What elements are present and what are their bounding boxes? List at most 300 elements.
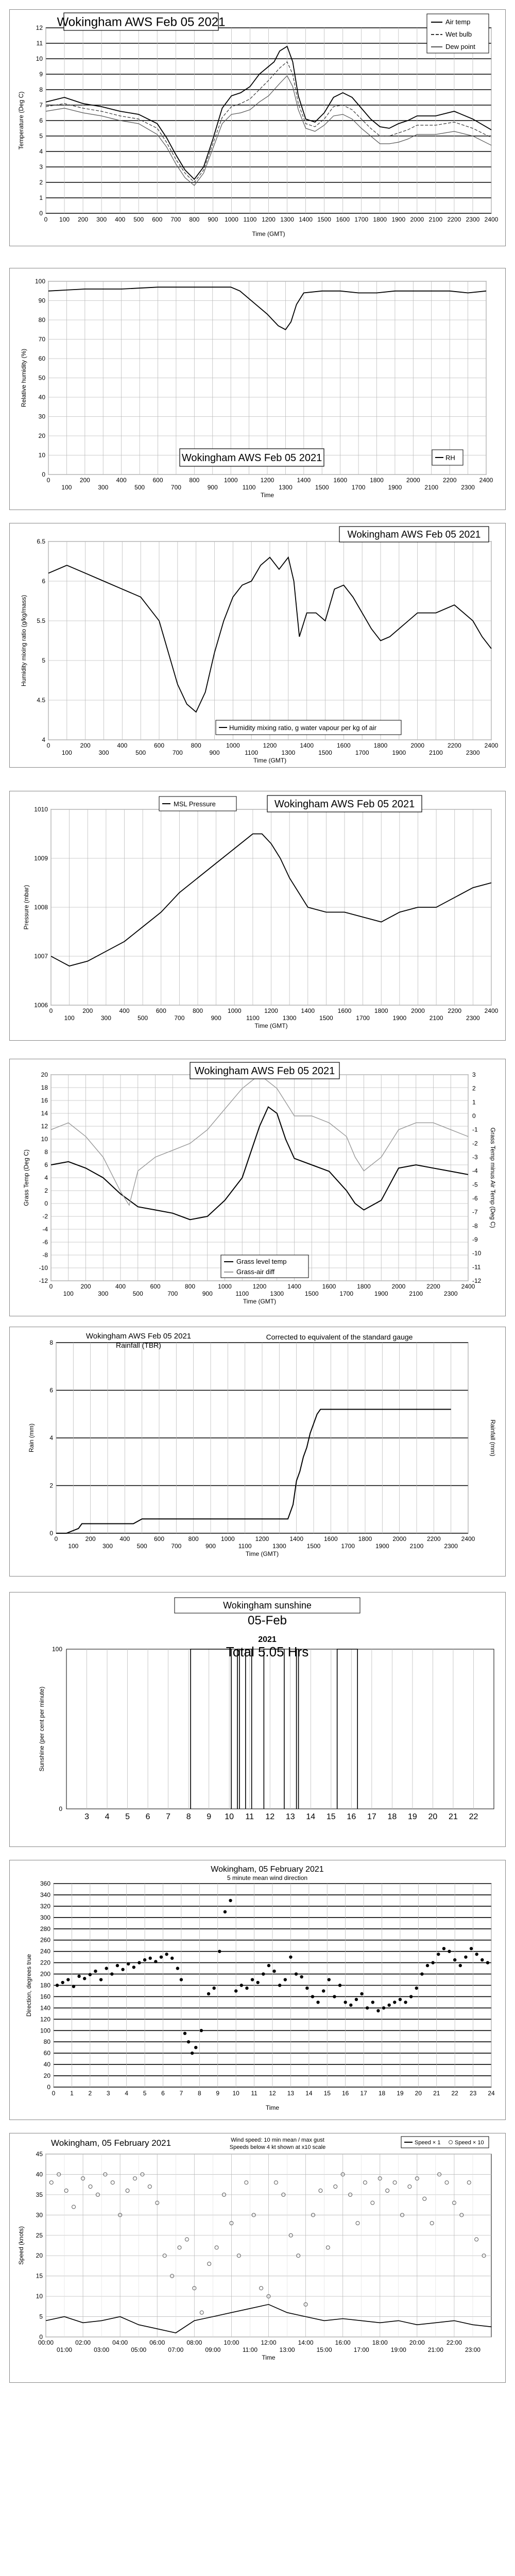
x-tick-label: 400 xyxy=(116,477,127,484)
x-tick-label: 10 xyxy=(232,2090,239,2097)
y-tick-label: -2 xyxy=(42,1213,48,1220)
y-tick-label: 40 xyxy=(36,2171,43,2178)
x-tick-label: 1400 xyxy=(300,742,314,749)
y-tick-label: 100 xyxy=(40,2027,50,2035)
x-tick-label: 05:00 xyxy=(131,2346,147,2353)
y-tick-label: 12 xyxy=(36,24,43,31)
grass-panel xyxy=(9,1059,506,1316)
wind-dir-point xyxy=(333,1995,336,1998)
wind-dir-point xyxy=(366,2006,369,2009)
y-axis-label-right: Grass Temp minus Air Temp (Deg C) xyxy=(489,1127,496,1228)
y-axis-label: Pressure (mbar) xyxy=(23,885,30,930)
wind-dir-point xyxy=(224,1910,227,1913)
wind-dir-point xyxy=(61,1981,64,1984)
y-tick-label: 180 xyxy=(40,1981,50,1989)
x-tick-label: 08:00 xyxy=(186,2339,202,2346)
x-tick-label: 1100 xyxy=(245,749,259,756)
x-tick-label: 0 xyxy=(49,1007,53,1014)
chart-title: Wokingham AWS Feb 05 2021 xyxy=(85,1332,192,1341)
wind-dir-point xyxy=(426,1964,429,1967)
y-tick-label: 5 xyxy=(39,2313,43,2320)
y-tick-label: 6 xyxy=(49,1386,53,1394)
temperature-panel xyxy=(9,9,506,246)
wind-dir-point xyxy=(256,1981,259,1984)
x-tick-label: 500 xyxy=(138,1014,148,1022)
y-tick-label: 8 xyxy=(44,1148,48,1156)
y-tick-label: 0 xyxy=(49,1530,53,1537)
x-tick-label: 12 xyxy=(269,2090,276,2097)
y-right-tick-label: -2 xyxy=(472,1140,478,1147)
x-tick-label: 22:00 xyxy=(446,2339,462,2346)
pressure-panel xyxy=(9,791,506,1041)
x-tick-label: 2000 xyxy=(410,742,425,749)
wind-dir-point xyxy=(355,1998,358,2001)
y-axis-label: Grass Temp (Deg C) xyxy=(23,1149,30,1206)
x-tick-label: 2200 xyxy=(447,216,461,223)
y-right-tick-label: -4 xyxy=(472,1167,478,1175)
x-tick-label: 16:00 xyxy=(335,2339,351,2346)
wind-dir-point xyxy=(56,1984,59,1987)
y-tick-label: 300 xyxy=(40,1913,50,1921)
x-tick-label: 15 xyxy=(326,1812,336,1821)
x-tick-label: 300 xyxy=(98,484,109,491)
y-tick-label: 20 xyxy=(38,432,45,439)
y-axis-label: Direction, degrees true xyxy=(25,1954,32,2017)
y-right-tick-label: 3 xyxy=(472,1071,476,1078)
x-tick-label: 12:00 xyxy=(261,2339,277,2346)
chart-title: Wokingham, 05 February 2021 xyxy=(51,2138,171,2148)
x-tick-label: 400 xyxy=(117,742,128,749)
x-tick-label: 1700 xyxy=(356,1014,370,1022)
x-tick-label: 17 xyxy=(360,2090,367,2097)
x-tick-label: 04:00 xyxy=(112,2339,128,2346)
x-tick-label: 4 xyxy=(125,2090,129,2097)
y-tick-label: 15 xyxy=(36,2272,43,2280)
y-axis-label: Temperature (Deg C) xyxy=(18,91,25,150)
y-tick-label: 70 xyxy=(38,335,45,343)
wind-dir-point xyxy=(251,1978,254,1981)
wind-dir-point xyxy=(415,1987,418,1990)
y-tick-label: 10 xyxy=(36,55,43,62)
chart-title: Wokingham AWS Feb 05 2021 xyxy=(181,452,322,464)
x-tick-label: 2400 xyxy=(484,216,499,223)
y-tick-label: 160 xyxy=(40,1993,50,2001)
wind-dir-point xyxy=(218,1950,221,1953)
y-axis-label: Rain (mm) xyxy=(28,1423,35,1452)
x-tick-label: 6 xyxy=(145,1812,150,1821)
x-tick-label: 800 xyxy=(188,1535,199,1543)
y-tick-label: 240 xyxy=(40,1947,50,1955)
y-tick-label: 12 xyxy=(41,1123,48,1130)
x-tick-label: 1700 xyxy=(351,484,366,491)
x-tick-label: 500 xyxy=(135,749,146,756)
temperature-chart xyxy=(10,10,505,246)
y-tick-label: 1009 xyxy=(34,855,48,862)
x-tick-label: 1200 xyxy=(260,477,274,484)
x-axis-label: Time (GMT) xyxy=(252,230,285,238)
x-tick-label: 1900 xyxy=(374,1290,388,1297)
x-tick-label: 1000 xyxy=(226,742,240,749)
y-tick-label: 20 xyxy=(41,1071,48,1078)
y-tick-label: 4 xyxy=(49,1434,53,1442)
x-tick-label: 2100 xyxy=(429,1014,443,1022)
x-tick-label: 00:00 xyxy=(38,2339,54,2346)
x-tick-label: 9 xyxy=(216,2090,220,2097)
wind-dir-point xyxy=(480,1958,484,1961)
y-right-tick-label: 2 xyxy=(472,1084,476,1092)
wind-dir-point xyxy=(442,1947,445,1950)
x-tick-label: 1900 xyxy=(391,216,406,223)
chart-subtitle: 05-Feb xyxy=(247,1614,287,1628)
wind-direction-panel xyxy=(9,1860,506,2120)
x-tick-label: 800 xyxy=(189,477,200,484)
x-tick-label: 19:00 xyxy=(390,2346,406,2353)
y-right-tick-label: 1 xyxy=(472,1098,476,1106)
wind-dir-point xyxy=(448,1950,451,1953)
legend-label: Grass level temp xyxy=(236,1258,287,1265)
x-tick-label: 10 xyxy=(225,1812,234,1821)
y-tick-label: 140 xyxy=(40,2004,50,2012)
x-axis-label: Time (GMT) xyxy=(245,1550,279,1557)
wind-dir-point xyxy=(110,1972,113,1975)
y-tick-label: 11 xyxy=(36,40,43,47)
x-tick-label: 2400 xyxy=(484,1007,499,1014)
x-tick-label: 1500 xyxy=(317,216,331,223)
x-tick-label: 8 xyxy=(197,2090,201,2097)
wind-dir-point xyxy=(229,1899,232,1902)
wind-dir-point xyxy=(371,2001,374,2004)
x-tick-label: 0 xyxy=(49,1283,53,1290)
x-tick-label: 1700 xyxy=(339,1290,354,1297)
y-tick-label: 280 xyxy=(40,1925,50,1933)
y-right-tick-label: -1 xyxy=(472,1126,478,1133)
x-tick-label: 600 xyxy=(152,477,163,484)
x-tick-label: 1400 xyxy=(297,477,311,484)
x-tick-label: 300 xyxy=(102,1543,113,1550)
wind-dir-point xyxy=(420,1972,423,1975)
x-tick-label: 14 xyxy=(306,1812,316,1821)
x-tick-label: 2200 xyxy=(447,742,461,749)
x-tick-label: 2400 xyxy=(461,1535,475,1543)
y-tick-label: 4.5 xyxy=(37,697,45,704)
x-tick-label: 07:00 xyxy=(168,2346,184,2353)
y-tick-label: 320 xyxy=(40,1902,50,1910)
x-tick-label: 20 xyxy=(428,1812,438,1821)
y-tick-label: 9 xyxy=(39,71,43,78)
x-tick-label: 2000 xyxy=(410,216,424,223)
y-right-tick-label: -8 xyxy=(472,1222,478,1230)
wind-dir-point xyxy=(105,1967,108,1970)
wind-dir-point xyxy=(66,1978,70,1981)
x-tick-label: 200 xyxy=(80,1283,91,1290)
x-tick-label: 3 xyxy=(84,1812,89,1821)
wind-dir-point xyxy=(349,2004,352,2007)
wind-dir-point xyxy=(83,1977,86,1980)
wind-dir-point xyxy=(207,1992,210,1995)
x-tick-label: 1900 xyxy=(392,1014,407,1022)
x-tick-label: 900 xyxy=(209,749,220,756)
wind-speed-chart xyxy=(10,2133,505,2382)
plot-area xyxy=(66,1649,494,1809)
x-tick-label: 200 xyxy=(85,1535,96,1543)
x-tick-label: 3 xyxy=(106,2090,110,2097)
wind-dir-point xyxy=(180,1978,183,1981)
x-tick-label: 1100 xyxy=(235,1290,249,1297)
x-tick-label: 0 xyxy=(52,2090,56,2097)
x-tick-label: 1500 xyxy=(318,749,332,756)
x-tick-label: 300 xyxy=(98,1290,109,1297)
x-tick-label: 2100 xyxy=(428,216,443,223)
x-tick-label: 800 xyxy=(189,216,200,223)
y-tick-label: 5.5 xyxy=(37,617,45,624)
y-tick-label: 0 xyxy=(42,471,45,478)
y-tick-label: 360 xyxy=(40,1880,50,1887)
wind-dir-point xyxy=(99,1978,102,1981)
x-tick-label: 19 xyxy=(397,2090,404,2097)
x-tick-label: 900 xyxy=(202,1290,213,1297)
y-tick-label: 10 xyxy=(38,451,45,459)
x-tick-label: 1300 xyxy=(272,1543,286,1550)
y-tick-label: 3 xyxy=(39,163,43,171)
y-tick-label: 0 xyxy=(39,210,43,217)
y-tick-label: 40 xyxy=(43,2061,50,2069)
y-tick-label: -4 xyxy=(42,1226,48,1233)
x-tick-label: 1700 xyxy=(341,1543,355,1550)
x-tick-label: 1000 xyxy=(224,477,238,484)
x-tick-label: 100 xyxy=(59,216,70,223)
wind-dir-point xyxy=(470,1947,473,1950)
x-tick-label: 1600 xyxy=(337,1007,352,1014)
y-tick-label: 25 xyxy=(36,2231,43,2239)
y-tick-label: 18 xyxy=(41,1084,48,1091)
wind-dir-point xyxy=(382,2006,385,2009)
x-tick-label: 1500 xyxy=(319,1014,333,1022)
chart-subtitle: 5 minute mean wind direction xyxy=(227,1874,308,1882)
x-tick-label: 500 xyxy=(132,1290,143,1297)
x-axis-label: Time (GMT) xyxy=(254,1022,288,1029)
wind-dir-point xyxy=(127,1962,130,1965)
legend-label: Air temp xyxy=(445,18,471,26)
wind-dir-point xyxy=(89,1973,92,1976)
y-tick-label: 45 xyxy=(36,2150,43,2158)
y-tick-label: 220 xyxy=(40,1959,50,1967)
x-tick-label: 600 xyxy=(153,1535,165,1543)
y-tick-label: 340 xyxy=(40,1891,50,1899)
x-tick-label: 500 xyxy=(136,1543,147,1550)
x-tick-label: 0 xyxy=(46,477,50,484)
y-tick-label: 0 xyxy=(44,1200,48,1207)
x-tick-label: 15 xyxy=(323,2090,331,2097)
x-tick-label: 1600 xyxy=(336,216,350,223)
wind-dir-point xyxy=(72,1985,75,1988)
wind-dir-point xyxy=(338,1984,341,1987)
x-tick-label: 17:00 xyxy=(353,2346,369,2353)
y-tick-label: 20 xyxy=(36,2252,43,2260)
x-tick-label: 1 xyxy=(70,2090,74,2097)
y-right-tick-label: -12 xyxy=(472,1277,482,1284)
y-right-tick-label: 0 xyxy=(472,1112,476,1120)
x-tick-label: 200 xyxy=(82,1007,93,1014)
chart-title: Wokingham AWS Feb 05 2021 xyxy=(194,1065,335,1077)
y-tick-label: 30 xyxy=(36,2211,43,2219)
y-tick-label: 120 xyxy=(40,2015,50,2023)
x-tick-label: 22 xyxy=(469,1812,478,1821)
y-tick-label: 5 xyxy=(39,132,43,140)
x-tick-label: 200 xyxy=(79,477,90,484)
wind-direction-chart xyxy=(10,1860,505,2120)
y-right-tick-label: -7 xyxy=(472,1208,478,1216)
x-tick-label: 11 xyxy=(251,2090,258,2097)
wind-dir-point xyxy=(453,1958,456,1961)
x-tick-label: 13 xyxy=(287,2090,295,2097)
wind-dir-point xyxy=(404,2001,407,2004)
y-tick-label: 1006 xyxy=(34,1002,48,1009)
y-right-tick-label: -6 xyxy=(472,1195,478,1202)
wind-dir-point xyxy=(431,1961,434,1964)
x-tick-label: 21 xyxy=(433,2090,440,2097)
x-tick-label: 6 xyxy=(161,2090,165,2097)
chart-title: Wokingham, 05 February 2021 xyxy=(211,1865,324,1874)
y-tick-label: -6 xyxy=(42,1239,48,1246)
y-tick-label: 4 xyxy=(39,148,43,155)
x-tick-label: 1800 xyxy=(370,477,384,484)
legend-label: MSL Pressure xyxy=(174,800,216,808)
chart-year: 2021 xyxy=(258,1635,277,1644)
x-tick-label: 20 xyxy=(415,2090,422,2097)
x-tick-label: 11:00 xyxy=(242,2346,258,2353)
wind-dir-point xyxy=(295,1972,298,1975)
x-tick-label: 2100 xyxy=(409,1290,423,1297)
y-tick-label: 60 xyxy=(43,2049,50,2057)
x-tick-label: 4 xyxy=(105,1812,110,1821)
x-tick-label: 2000 xyxy=(411,1007,425,1014)
y-tick-label: 100 xyxy=(35,278,45,285)
wind-dir-point xyxy=(328,1978,331,1981)
wind-dir-point xyxy=(376,2009,380,2012)
x-tick-label: 2300 xyxy=(461,484,475,491)
y-right-tick-label: -5 xyxy=(472,1181,478,1189)
x-tick-label: 1800 xyxy=(357,1283,371,1290)
x-tick-label: 2200 xyxy=(426,1283,440,1290)
y-tick-label: 90 xyxy=(38,297,45,304)
x-tick-label: 100 xyxy=(63,1290,74,1297)
x-tick-label: 9 xyxy=(207,1812,212,1821)
x-tick-label: 1200 xyxy=(262,216,276,223)
wind-speed-panel xyxy=(9,2133,506,2383)
y-tick-label: 200 xyxy=(40,1970,50,1978)
x-tick-label: 1800 xyxy=(373,742,388,749)
x-tick-label: 18:00 xyxy=(372,2339,388,2346)
legend-label: Humidity mixing ratio, g water vapour per kg of air xyxy=(229,724,377,732)
wind-dir-point xyxy=(262,1972,265,1975)
x-tick-label: 1800 xyxy=(358,1535,372,1543)
x-tick-label: 2300 xyxy=(466,216,480,223)
y-tick-label: 14 xyxy=(41,1110,48,1117)
x-tick-label: 900 xyxy=(211,1014,221,1022)
x-tick-label: 1400 xyxy=(299,216,313,223)
x-tick-label: 100 xyxy=(61,749,72,756)
wind-dir-point xyxy=(121,1968,124,1971)
x-axis-label: Time xyxy=(260,492,274,499)
x-tick-label: 1700 xyxy=(354,216,369,223)
chart-title: Wokingham AWS Feb 05 2021 xyxy=(274,799,415,810)
x-tick-label: 1900 xyxy=(392,749,406,756)
x-tick-label: 400 xyxy=(119,1007,130,1014)
wind-dir-point xyxy=(409,1995,413,1998)
chart-annotation: Corrected to equivalent of the standard gauge xyxy=(266,1333,413,1341)
wind-dir-point xyxy=(132,1965,135,1969)
wind-dir-point xyxy=(278,1984,281,1987)
y-tick-label: 2 xyxy=(49,1482,53,1489)
x-tick-label: 700 xyxy=(172,749,183,756)
wind-dir-point xyxy=(240,1984,243,1987)
x-tick-label: 11 xyxy=(245,1812,254,1821)
y-tick-label: 1008 xyxy=(34,904,48,911)
wind-dir-point xyxy=(387,2004,390,2007)
x-tick-label: 300 xyxy=(100,1014,111,1022)
x-tick-label: 2100 xyxy=(424,484,439,491)
y-axis-label: Sunshine (per cent per minute) xyxy=(38,1686,45,1772)
y-tick-label: 0 xyxy=(39,2333,43,2341)
y-tick-label: 30 xyxy=(38,413,45,420)
wind-dir-point xyxy=(316,2001,319,2004)
chart-annotation: Wind speed: 10 min mean / max gust xyxy=(231,2137,324,2143)
x-tick-label: 600 xyxy=(153,742,165,749)
x-tick-label: 23 xyxy=(469,2090,477,2097)
y-tick-label: 2 xyxy=(44,1187,48,1194)
rainfall-chart xyxy=(10,1327,505,1576)
x-tick-label: 19 xyxy=(408,1812,417,1821)
x-tick-label: 20:00 xyxy=(409,2339,425,2346)
x-tick-label: 600 xyxy=(156,1007,166,1014)
y-right-tick-label: -3 xyxy=(472,1154,478,1161)
chart-title: Wokingham sunshine xyxy=(223,1600,312,1611)
wind-dir-point xyxy=(170,1957,174,1960)
wind-dir-point xyxy=(154,1960,157,1963)
x-tick-label: 02:00 xyxy=(75,2339,91,2346)
y-tick-label: 6 xyxy=(39,117,43,124)
x-tick-label: 1600 xyxy=(322,1283,336,1290)
chart-subtitle: Rainfall (TBR) xyxy=(116,1341,161,1349)
x-tick-label: 06:00 xyxy=(149,2339,165,2346)
x-tick-label: 700 xyxy=(167,1290,178,1297)
x-tick-label: 400 xyxy=(115,1283,126,1290)
x-axis-label: Time (GMT) xyxy=(243,1298,277,1305)
wind-dir-point xyxy=(360,1992,363,1995)
x-tick-label: 17 xyxy=(367,1812,376,1821)
x-tick-label: 01:00 xyxy=(57,2346,73,2353)
x-tick-label: 2200 xyxy=(442,477,457,484)
x-tick-label: 1200 xyxy=(255,1535,269,1543)
x-tick-label: 1600 xyxy=(333,477,348,484)
x-tick-label: 7 xyxy=(179,2090,183,2097)
y-axis-label: Humidity mixing ratio (g/kg/mass) xyxy=(20,595,27,687)
wind-dir-point xyxy=(486,1961,489,1964)
wind-dir-point xyxy=(284,1978,287,1981)
y-tick-label: 80 xyxy=(43,2038,50,2046)
wind-dir-point xyxy=(245,1987,248,1990)
x-tick-label: 22 xyxy=(451,2090,458,2097)
y-tick-label: 35 xyxy=(36,2191,43,2198)
sunshine-chart xyxy=(10,1592,505,1846)
x-tick-label: 1400 xyxy=(287,1283,301,1290)
x-tick-label: 1500 xyxy=(306,1543,321,1550)
wind-dir-point xyxy=(138,1961,141,1964)
x-tick-label: 2100 xyxy=(429,749,443,756)
legend-label: Grass-air diff xyxy=(236,1268,275,1276)
x-tick-label: 24 xyxy=(488,2090,495,2097)
wind-dir-point xyxy=(212,1987,215,1990)
